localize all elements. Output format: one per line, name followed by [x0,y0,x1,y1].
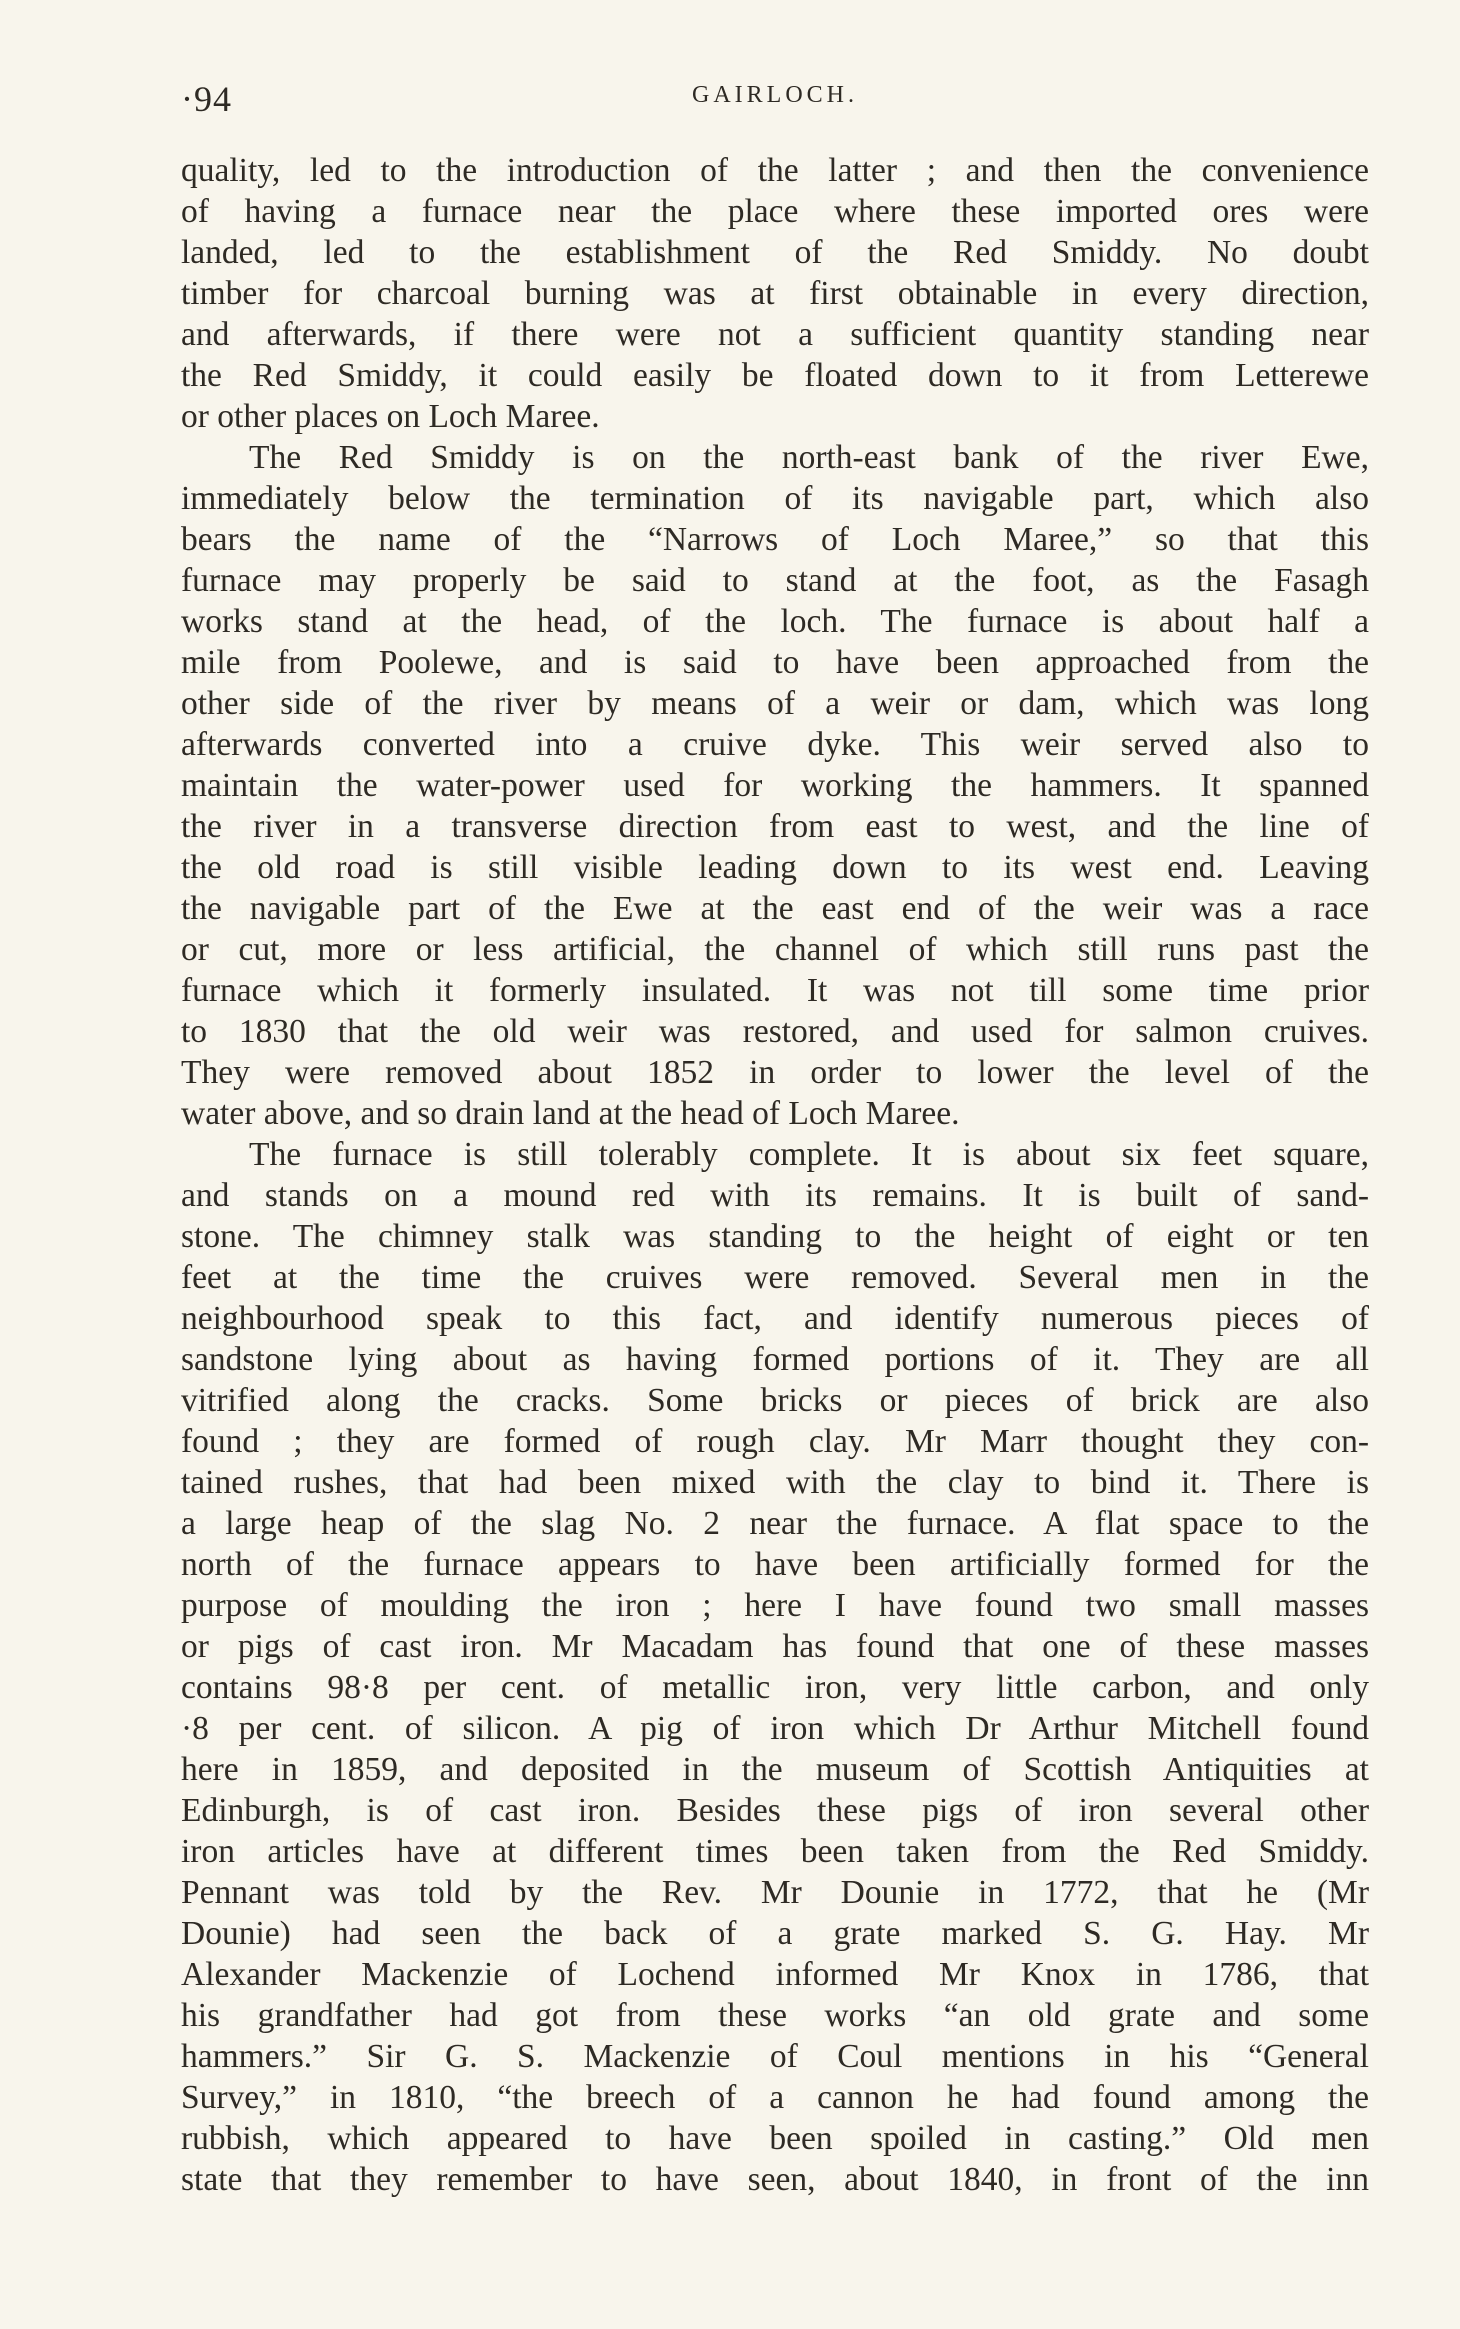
text-line: stone. The chimney stalk was standing to the height of eight or ten [181,1218,1369,1255]
text-line: The Red Smiddy is on the north-east bank of the river Ewe, [249,439,1369,476]
text-line: water above, and so drain land at the head of Loch Maree. [181,1095,960,1132]
text-line: found ; they are formed of rough clay. Mr Marr thought they con- [181,1423,1369,1460]
paragraph [181,1134,1369,2200]
text-line: state that they remember to have seen, about 1840, in front of the inn [181,2161,1369,2198]
running-title: GAIRLOCH. [692,82,858,108]
body-text [181,150,1369,2200]
text-line: other side of the river by means of a weir or dam, which was long [181,685,1369,722]
text-line: feet at the time the cruives were removed. Several men in the [181,1259,1369,1296]
text-line: neighbourhood speak to this fact, and identify numerous pieces of [181,1300,1369,1337]
text-line: purpose of moulding the iron ; here I have found two small masses [181,1587,1369,1624]
text-line: Pennant was told by the Rev. Mr Dounie in 1772, that he (Mr [181,1874,1369,1911]
text-line: ·8 per cent. of silicon. A pig of iron which Dr Arthur Mitchell found [181,1710,1369,1747]
text-line: works stand at the head, of the loch. The furnace is about half a [181,603,1369,640]
text-line: vitrified along the cracks. Some bricks or pieces of brick are also [181,1382,1369,1419]
text-line: a large heap of the slag No. 2 near the furnace. A flat space to the [181,1505,1369,1542]
text-line: They were removed about 1852 in order to lower the level of the [181,1054,1369,1091]
text-line: Dounie) had seen the back of a grate marked S. G. Hay. Mr [181,1915,1369,1952]
text-line: timber for charcoal burning was at first obtainable in every direction, [181,275,1369,312]
text-line: or cut, more or less artificial, the channel of which still runs past the [181,931,1369,968]
text-line: north of the furnace appears to have been artificially formed for the [181,1546,1369,1583]
page-number: ·94 [181,79,232,119]
text-line: furnace which it formerly insulated. It was not till some time prior [181,972,1369,1009]
text-line: bears the name of the “Narrows of Loch Maree,” so that this [181,521,1369,558]
text-line: landed, led to the establishment of the Red Smiddy. No doubt [181,234,1369,271]
text-line: afterwards converted into a cruive dyke. This weir served also to [181,726,1369,763]
text-line: or other places on Loch Maree. [181,398,600,435]
text-line: maintain the water-power used for working the hammers. It spanned [181,767,1369,804]
text-line: quality, led to the introduction of the latter ; and then the convenience [181,152,1369,189]
text-line: furnace may properly be said to stand at the foot, as the Fasagh [181,562,1369,599]
paragraph [181,437,1369,1134]
text-line: iron articles have at different times been taken from the Red Smiddy. [181,1833,1369,1870]
text-line: here in 1859, and deposited in the museum of Scottish Antiquities at [181,1751,1369,1788]
text-line: to 1830 that the old weir was restored, and used for salmon cruives. [181,1013,1369,1050]
text-line: immediately below the termination of its navigable part, which also [181,480,1369,517]
text-line: sandstone lying about as having formed portions of it. They are all [181,1341,1369,1378]
text-line: mile from Poolewe, and is said to have been approached from the [181,644,1369,681]
text-line: and stands on a mound red with its remains. It is built of sand- [181,1177,1369,1214]
text-line: the navigable part of the Ewe at the east end of the weir was a race [181,890,1369,927]
text-line: Survey,” in 1810, “the breech of a cannon he had found among the [181,2079,1369,2116]
text-line: Edinburgh, is of cast iron. Besides these pigs of iron several other [181,1792,1369,1829]
text-line: hammers.” Sir G. S. Mackenzie of Coul mentions in his “General [181,2038,1369,2075]
text-line: the old road is still visible leading down to its west end. Leaving [181,849,1369,886]
text-line: contains 98·8 per cent. of metallic iron, very little carbon, and only [181,1669,1369,1706]
text-line: the river in a transverse direction from east to west, and the line of [181,808,1369,845]
text-line: of having a furnace near the place where these imported ores were [181,193,1369,230]
text-line: Alexander Mackenzie of Lochend informed Mr Knox in 1786, that [181,1956,1369,1993]
text-line: his grandfather had got from these works “an old grate and some [181,1997,1369,2034]
page-header [181,78,1369,128]
text-line: the Red Smiddy, it could easily be floated down to it from Letterewe [181,357,1369,394]
text-line: The furnace is still tolerably complete. It is about six feet square, [249,1136,1369,1173]
paragraph [181,150,1369,437]
text-line: and afterwards, if there were not a sufficient quantity standing near [181,316,1369,353]
text-line: rubbish, which appeared to have been spoiled in casting.” Old men [181,2120,1369,2157]
text-line: tained rushes, that had been mixed with the clay to bind it. There is [181,1464,1369,1501]
text-line: or pigs of cast iron. Mr Macadam has found that one of these masses [181,1628,1369,1665]
